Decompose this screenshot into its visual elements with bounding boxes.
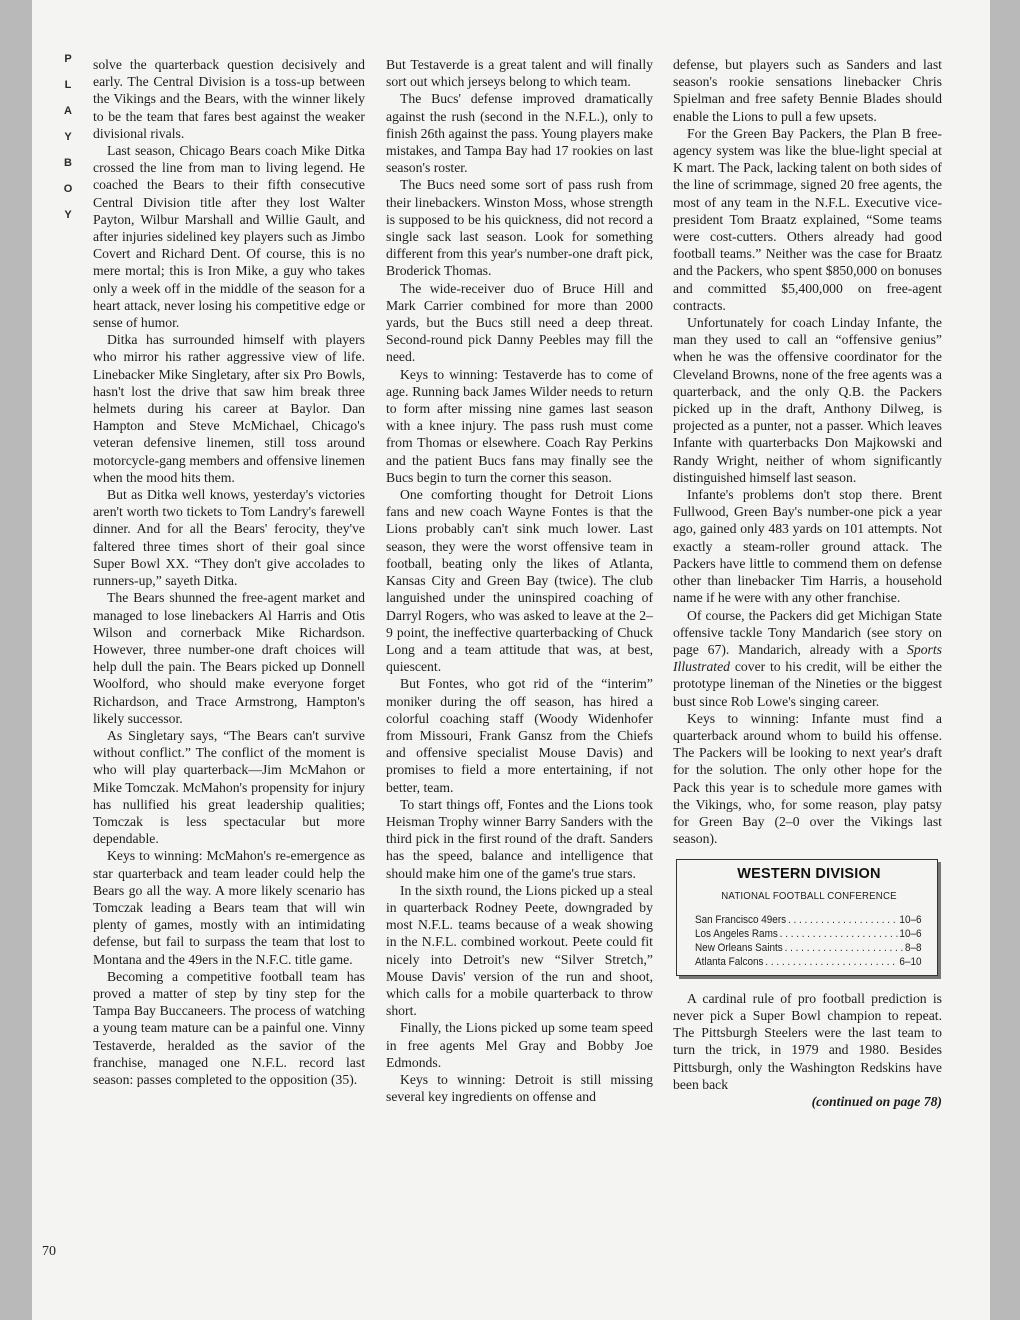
- standings-row: [695, 955, 922, 969]
- paragraph: The Bucs' defense improved dramatically against the rush (second in the N.F.L.), only to finish 26th against the pass. Young players make mistakes, and Tampa Bay had 17 rookies on last season's roster.: [386, 91, 653, 176]
- leader-dots: [788, 913, 898, 927]
- team-record: 10–6: [899, 913, 922, 926]
- paragraph: Becoming a competitive football team has proved a matter of step by tiny step for the Tampa Bay Buccaneers. The process of watching a young team mature can be a painful one. Vinny Testaverde, heralded as the savior of the franchise, managed one N.F.L. record last season: passes completed to the opposition (35).: [93, 968, 365, 1087]
- magazine-page: [32, 0, 990, 1320]
- paragraph: Keys to winning: Detroit is still missing several key ingredients on offense and: [386, 1071, 653, 1105]
- page-number: 70: [42, 1244, 56, 1259]
- leader-dots: [765, 955, 897, 969]
- paragraph: Keys to winning: McMahon's re-emergence as star quarterback and team leader could help the Bears go all the way. A more likely scenario has Tomczak leading a Bears team that will win plenty of games, mostly with an intimidating defense, but fail to surpass the team that lost to Montana and the 49ers in the N.F.C. title game.: [93, 848, 365, 967]
- paragraph: A cardinal rule of pro football prediction is never pick a Super Bowl champion to repeat. The Pittsburgh Steelers were the last team to turn the trick, in 1979 and 1980. Besides Pittsburgh, only the Washington Redskins have been back: [673, 990, 942, 1092]
- paragraph: As Singletary says, “The Bears can't survive without conflict.” The conflict of the moment is who will play quarterback—Jim McMahon or Mike Tomczak. McMahon's propensity for injury has nullified his great leadership qualities; Tomczak is less spectacular but more dependable.: [93, 727, 365, 847]
- team-name: Atlanta Falcons: [695, 955, 764, 968]
- paragraph: defense, but players such as Sanders and last season's rookie sensations linebacker Chris Spielman and free safety Bennie Blades should enable the Lions to pull a few upsets.: [673, 57, 942, 124]
- paragraph: Unfortunately for coach Linday Infante, the man they used to call an “offensive genius” when he was the offensive coordinator for the Cleveland Browns, none of the free agents was a quarterback, and the only Q.B. the Packers picked up in the draft, Anthony Dilweg, is projected as a punter, not a passer. Which leaves Infante with quarterbacks Don Majkowski and Randy Wright, neither of whom significantly distinguished himself last season.: [673, 315, 942, 485]
- masthead-letter: A: [64, 105, 72, 117]
- standings-row: [695, 913, 922, 927]
- leader-dots: [785, 941, 903, 955]
- paragraph: Keys to winning: Testaverde has to come of age. Running back James Wilder needs to return to form after missing nine games last season with a knee injury. The pass rush must come from Thomas or elsewhere. Coach Ray Perkins and the patient Bucs fans may finally see the Bucs begin to turn the corner this season.: [386, 366, 653, 485]
- text-run: cover to his credit, will be either the prototype lineman of the Nineties or the biggest bust since Rob Lowe's singing career.: [673, 659, 942, 709]
- paragraph: Keys to winning: Infante must find a quarterback around whom to build his offense. The Packers will be looking to next year's draft for the solution. The only other hope for the Pack this year is to schedule more games with the Vikings, who, for some reason, play patsy for Green Bay (2–0 over the Vikings last season).: [673, 710, 942, 847]
- standings-row: [695, 927, 922, 941]
- paragraph: [673, 607, 942, 710]
- team-record: 10–6: [899, 927, 922, 940]
- text-run: Of course, the Packers did get Michigan State offensive tackle Tony Mandarich (see story on page 67). Mandarich, already with a: [673, 607, 942, 657]
- paragraph: The Bears shunned the free-agent market and managed to lose linebackers Al Harris and Otis Wilson and cornerback Mike Richardson. However, three number-one draft choices will help dull the pain. The Bears picked up Donnell Woolford, who should make everyone forget Richardson, and Trace Armstrong, Hampton's likely successor.: [93, 590, 365, 726]
- masthead-vertical: [62, 46, 74, 228]
- paragraph: But Testaverde is a great talent and will finally sort out which jerseys belong to which team.: [386, 57, 653, 90]
- standings-box: [676, 859, 938, 975]
- team-record: 8–8: [904, 941, 922, 954]
- paragraph: But Fontes, who got rid of the “interim” moniker during the off season, has hired a colorful coaching staff (Woody Widenhofer from Missouri, Frank Gansz from the Chiefs and offensive specialist Mouse Davis) and promises to field a more entertaining, if not better, team.: [386, 676, 653, 795]
- continued-note: (continued on page 78): [811, 1093, 942, 1109]
- masthead-letter: O: [63, 183, 73, 195]
- paragraph: To start things off, Fontes and the Lions took Heisman Trophy winner Barry Sanders with the third pick in the first round of the draft. Sanders has the speed, balance and intelligence that should make him one of the game's true stars.: [386, 796, 653, 881]
- magazine-title: Sports Illustrated: [673, 641, 942, 675]
- paragraph: Infante's problems don't stop there. Brent Fullwood, Green Bay's number-one pick a year ago, gained only 483 yards on 101 attempts. Not exactly a steam-roller ground attack. The Packers have little to commend them on defense other than linebacker Tim Harris, a household name if he were with any other franchise.: [673, 487, 942, 606]
- paragraph: Finally, the Lions picked up some team speed in free agents Mel Gray and Bobby Joe Edmonds.: [386, 1020, 653, 1070]
- team-name: Los Angeles Rams: [695, 927, 778, 940]
- paragraph: Ditka has surrounded himself with players who mirror his rather aggressive view of life. Linebacker Mike Singletary, after six Pro Bowls, hasn't lost the drive that saw him break three helmets during his career at Baylor. Dan Hampton and Steve McMichael, Chicago's veteran defensive linemen, still toss around motorcycle-gang members and offensive linemen when the mood hits them.: [93, 332, 365, 485]
- leader-dots: [780, 927, 898, 941]
- paragraph: The Bucs need some sort of pass rush from their linebackers. Winston Moss, whose strength is supposed to be his quickness, did not record a single sack last season. Look for something different from this year's number-one draft pick, Broderick Thomas.: [386, 177, 653, 279]
- paragraph: The wide-receiver duo of Bruce Hill and Mark Carrier combined for more than 2000 yards, but the Bucs still need a deep threat. Second-round pick Danny Peebles may fill the need.: [386, 280, 653, 365]
- standings-title: WESTERN DIVISION: [737, 866, 881, 883]
- masthead-letter: Y: [64, 131, 72, 143]
- paragraph: solve the quarterback question decisively and early. The Central Division is a toss-up between the Vikings and the Bears, with the winner likely to be the team that fares best against the weaker divisional rivals.: [93, 57, 365, 141]
- column-3: [673, 56, 942, 1110]
- column-2: [386, 56, 653, 1105]
- team-name: New Orleans Saints: [695, 941, 783, 954]
- standings-subtitle: NATIONAL FOOTBALL CONFERENCE: [721, 889, 897, 902]
- standings-row: [695, 941, 922, 955]
- masthead-letter: L: [64, 79, 72, 91]
- paragraph: In the sixth round, the Lions picked up a steal in quarterback Rodney Peete, downgraded by most N.F.L. teams because of a weak showing in the N.F.L. combined workout. Peete could fit nicely into Detroit's new “Silver Stretch,” Mouse Davis' version of the run and shoot, which calls for a mobile quarterback to throw short.: [386, 882, 653, 1019]
- team-name: San Francisco 49ers: [695, 913, 787, 926]
- paragraph: Last season, Chicago Bears coach Mike Ditka crossed the line from man to living legend. He coached the Bears to their fifth consecutive Central Division title after they lost Walter Payton, Wilbur Marshall and Willie Gault, and after injuries sidelined key players such as Jimbo Covert and Richard Dent. Of course, this is no mere mortal; this is Iron Mike, a guy who takes only a week off in the middle of the season for a heart attack, never losing his competitive edge or sense of humor.: [93, 143, 365, 331]
- masthead-letter: Y: [64, 209, 72, 221]
- paragraph: But as Ditka well knows, yesterday's victories aren't worth two tickets to Tom Landry's farewell dinner. And for all the Bears' ferocity, they've faltered three times short of their goal since Super Bowl XX. “They don't give accolades to runners-up,” sayeth Ditka.: [93, 487, 365, 589]
- masthead-letter: P: [64, 53, 72, 65]
- masthead-letter: B: [64, 157, 72, 169]
- paragraph: For the Green Bay Packers, the Plan B free-agency system was like the blue-light special at K mart. The Pack, lacking talent on both sides of the line of scrimmage, signed 20 free agents, the most of any team in the N.F.L. Executive vice-president Tom Braatz explained, “Some teams were cost-cutters. Others already had good football teams.” Neither was the case for Braatz and the Packers, who spent $850,000 on bonuses and committed $5,400,000 on free-agent contracts.: [673, 125, 942, 313]
- paragraph: One comforting thought for Detroit Lions fans and new coach Wayne Fontes is that the Lions probably can't sink much lower. Last season, they were the worst offensive team in football, beating only the likes of Atlanta, Kansas City and Green Bay (twice). The club languished under the uninspired coaching of Darryl Rogers, who was asked to leave at the 2–9 point, the ineffective quarterbacking of Chuck Long and a team attitude that was, at best, quiescent.: [386, 487, 653, 675]
- column-1: [93, 56, 365, 1088]
- team-record: 6–10: [899, 955, 922, 968]
